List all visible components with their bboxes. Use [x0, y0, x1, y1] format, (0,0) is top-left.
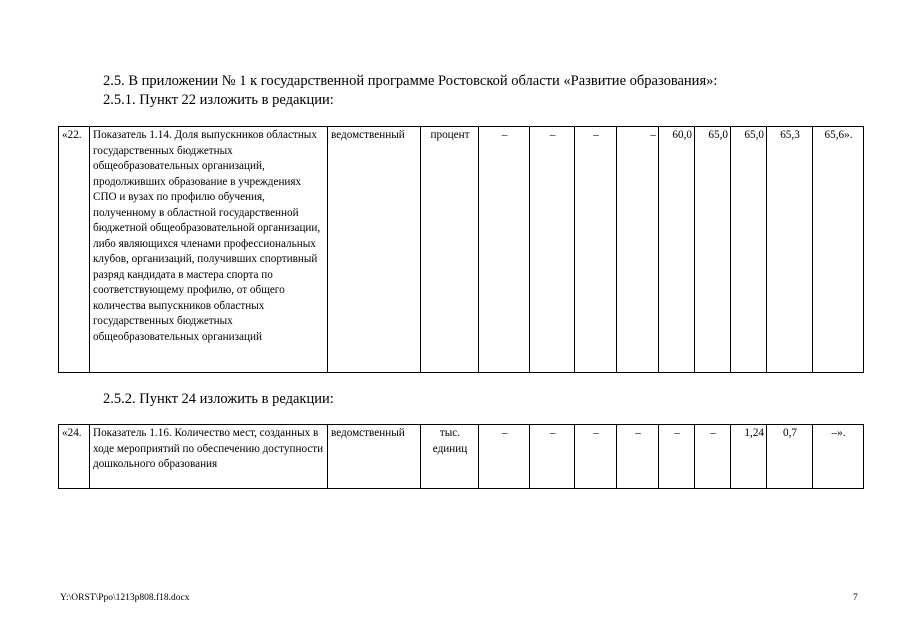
value-cell: 0,7 — [767, 425, 813, 489]
row-number: «24. — [59, 425, 90, 489]
value-cell: – — [575, 127, 617, 373]
value-cell: –». — [813, 425, 864, 489]
value-cell: 60,0 — [659, 127, 695, 373]
value-cell: – — [530, 127, 575, 373]
value-cell: – — [479, 425, 530, 489]
indicator-name: Показатель 1.16. Количество мест, созданных в ходе мероприятий по обеспечению доступности дошкольного образования — [90, 425, 328, 489]
value-cell: 65,0 — [695, 127, 731, 373]
value-cell: – — [617, 425, 659, 489]
unit-cell: тыс. единиц — [421, 425, 479, 489]
unit-cell: процент — [421, 127, 479, 373]
footer-file-path: Y:\ORST\Ppo\1213p808.f18.docx — [60, 593, 190, 603]
value-cell: 65,3 — [767, 127, 813, 373]
value-cell: 1,24 — [731, 425, 767, 489]
table-row — [59, 425, 864, 489]
value-cell: – — [695, 425, 731, 489]
value-cell: 65,0 — [731, 127, 767, 373]
value-cell: – — [617, 127, 659, 373]
row-number: «22. — [59, 127, 90, 373]
value-cell: – — [479, 127, 530, 373]
indicator-table-22 — [58, 126, 864, 373]
indicator-type: ведомственный — [328, 127, 421, 373]
table-row — [59, 127, 864, 373]
paragraph-2-5-2: 2.5.2. Пункт 24 изложить в редакции: — [103, 391, 334, 407]
paragraph-2-5-1: 2.5.1. Пункт 22 изложить в редакции: — [103, 92, 334, 108]
page-number: 7 — [853, 593, 858, 603]
indicator-table-24 — [58, 424, 864, 489]
paragraph-2-5: 2.5. В приложении № 1 к государственной программе Ростовской области «Развитие образования»: — [103, 73, 718, 89]
value-cell: – — [530, 425, 575, 489]
indicator-name: Показатель 1.14. Доля выпускников областных государственных бюджетных общеобразовательных организаций, продолживших образование в учреждениях СПО и вузах по профилю обучения, полученному в областной государственной бюджетной общеобразовательной организации, либо являющихся членами профессиональных клубов, организаций, получивших спортивный разряд кандидата в мастера спорта по соответствующему профилю, от общего количества выпускников областных государственных бюджетных общеобразовательных организаций — [90, 127, 328, 373]
value-cell: – — [659, 425, 695, 489]
indicator-type: ведомственный — [328, 425, 421, 489]
value-cell: 65,6». — [813, 127, 864, 373]
value-cell: – — [575, 425, 617, 489]
